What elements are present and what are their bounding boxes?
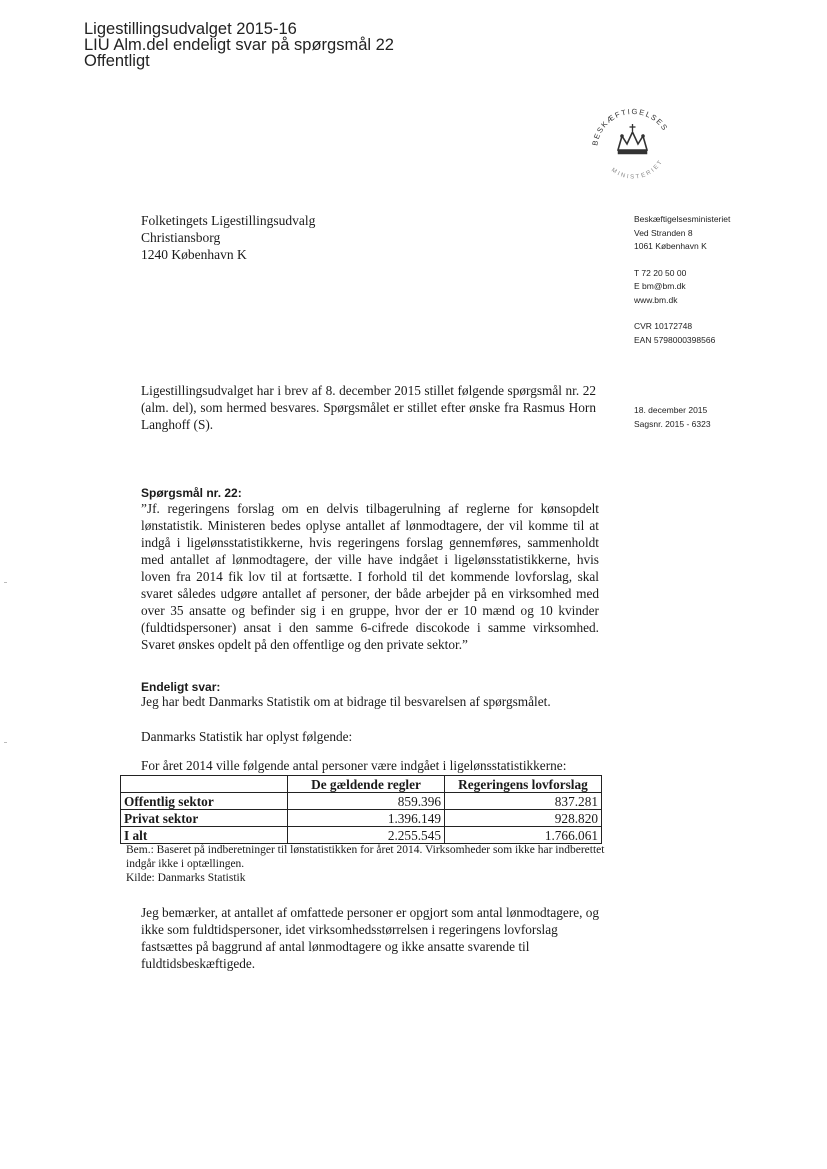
case-number: Sagsnr. 2015 - 6323 [634,418,711,429]
statistics-table [120,775,602,844]
answer-text: Jeg har bedt Danmarks Statistik om at bidrage til besvarelsen af spørgsmålet. [141,694,551,709]
closing-paragraph: Jeg bemærker, at antallet af omfattede personer er opgjort som antal lønmodtagere, og ikke som fuldtidspersoner, idet virksomhedsstørrelsen i regeringens lovforslag fastsættes på baggrund af antal lønmodtagere og ikke ansatte svarende til fuldtidsbeskæftigede. [141,905,600,971]
row-proposal: 837.281 [445,793,602,810]
sender-web: www.bm.dk [634,294,678,305]
row-proposal: 928.820 [445,810,602,827]
sender-street: Ved Stranden 8 [634,227,693,238]
table-header-row [121,776,602,793]
crown-icon [618,124,647,154]
margin-mark [4,742,7,743]
stamp-committee: Ligestillingsudvalget 2015-16 [84,20,297,38]
question-heading: Spørgsmål nr. 22: [141,486,242,500]
table-source: Kilde: Danmarks Statistik [126,872,246,884]
answer-text-2: Danmarks Statistik har oplyst følgende: [141,729,353,744]
sender-info [634,213,730,347]
stamp-status: Offentligt [84,52,150,70]
table-header-empty [121,776,288,793]
sender-ean: EAN 5798000398566 [634,334,716,345]
letter-meta [634,404,711,431]
stamp-reference: LIU Alm.del endeligt svar på spørgsmål 22 [84,36,394,54]
row-current: 859.396 [288,793,445,810]
svg-text:MINISTERIET [610,158,665,180]
question-text: ”Jf. regeringens forslag om en delvis tilbagerulning af reglerne for kønsopdelt lønstatistik. Ministeren bedes oplyse antallet af lønmodtagere, der vil komme til at indgå i ligelønsstatistikkerne, hvis regeringens forslag gennemføres, sammenholdt med antallet af lønmodtagere, der ville have indgået i ligelønsstatistikkerne, hvis loven fra 2014 fik lov til at fortsætte. I forhold til det kommende lovforslag, skal svaret således udgøre antallet af personer, der både arbejder på en virksomhed med over 35 ansatte og befinder sig i en gruppe, hvor der er 10 mænd og 10 kvinder (fuldtidspersoner) ansat i den samme 6-cifrede discokode i samme virksomhed. Svaret ønskes opdelt på den offentlige og den private sektor.” [141,501,599,652]
sender-phone: T 72 20 50 00 [634,267,687,278]
table-caption: For året 2014 ville følgende antal personer være indgået i ligelønsstatistikkerne: [141,758,567,773]
table-header-proposal: Regeringens lovforslag [445,776,602,793]
row-label: Privat sektor [121,810,288,827]
recipient-address [141,212,315,263]
sender-email: E bm@bm.dk [634,281,686,291]
letter-date: 18. december 2015 [634,405,708,415]
table-row [121,793,602,810]
margin-mark [4,582,7,583]
recipient-building: Christiansborg [141,230,221,245]
sender-name: Beskæftigelsesministeriet [634,214,731,224]
intro-paragraph: Ligestillingsudvalget har i brev af 8. december 2015 stillet følgende spørgsmål nr. 22 (alm. del), som hermed besvares. Spørgsmålet er stillet efter ønske fra Rasmus Horn Langhoff (S). [141,383,596,432]
table-remark: Bem.: Baseret på indberetninger til lønstatistikken for året 2014. Virksomheder som ikke har indberettet indgår ikke i optællingen. [126,844,605,870]
table-header-current: De gældende regler [288,776,445,793]
document-stamp [84,21,394,69]
table-note [126,843,606,885]
table-row [121,810,602,827]
sender-city: 1061 København K [634,241,707,251]
recipient-city: 1240 København K [141,247,247,262]
row-current: 2.255.545 [288,827,445,844]
answer-heading: Endeligt svar: [141,680,221,694]
seal-ring-top: BESKÆFTIGELSES [590,106,670,147]
ministry-seal-logo [585,98,680,188]
table-row [121,827,602,844]
seal-ring-bottom: MINISTERIET [610,158,665,181]
row-label: Offentlig sektor [121,793,288,810]
row-current: 1.396.149 [288,810,445,827]
sender-cvr: CVR 10172748 [634,321,693,331]
row-proposal: 1.766.061 [445,827,602,844]
recipient-name: Folketingets Ligestillingsudvalg [141,213,316,228]
row-label: I alt [121,827,288,844]
